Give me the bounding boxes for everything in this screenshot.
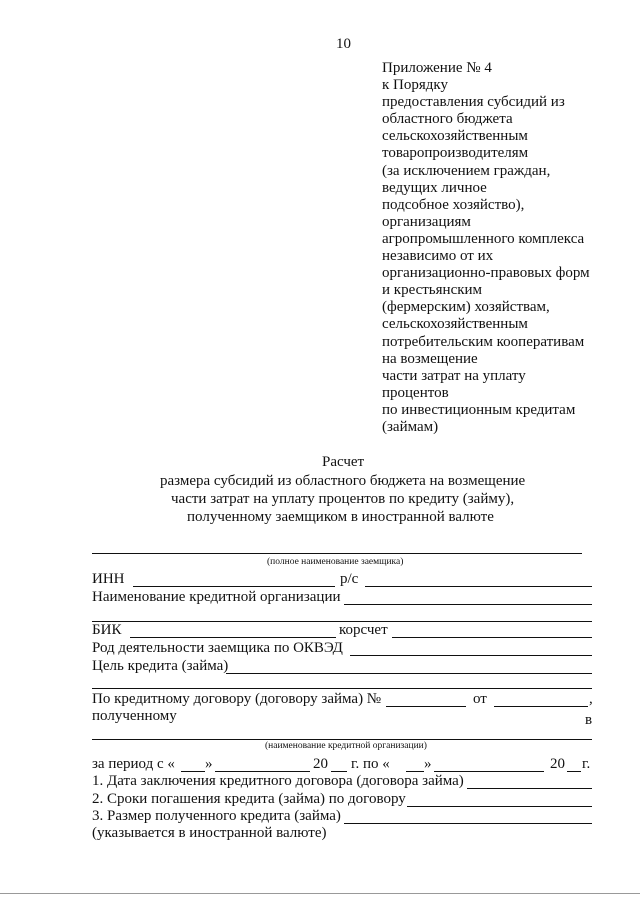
appendix-line: подсобное хозяйство), bbox=[382, 196, 525, 213]
period-from-day-field[interactable] bbox=[181, 771, 205, 772]
item-1-label: 1. Дата заключения кредитного договора (договора займа) bbox=[92, 773, 464, 789]
item-2-label: 2. Сроки погашения кредита (займа) по договору bbox=[92, 791, 406, 807]
appendix-line: товаропроизводителям bbox=[382, 145, 529, 162]
bank-name-field[interactable] bbox=[92, 739, 592, 740]
period-to-month-field[interactable] bbox=[434, 771, 544, 772]
appendix-line: и крестьянским bbox=[382, 282, 483, 299]
purpose-label: Цель кредита (займа) bbox=[92, 658, 229, 674]
page-number: 10 bbox=[336, 36, 351, 52]
account-label: р/с bbox=[340, 571, 359, 587]
appendix-line: организационно-правовых форм bbox=[382, 265, 590, 282]
period-from-year-field[interactable] bbox=[331, 771, 347, 772]
inn-field[interactable] bbox=[133, 586, 335, 587]
period-to-label: г. по « bbox=[351, 756, 390, 772]
contract-date-field[interactable] bbox=[494, 706, 588, 707]
bik-field[interactable] bbox=[130, 637, 336, 638]
appendix-line: процентов bbox=[382, 384, 449, 401]
appendix-line: Приложение № 4 bbox=[382, 60, 492, 76]
okved-field[interactable] bbox=[350, 655, 592, 656]
appendix-line: сельскохозяйственным bbox=[382, 316, 528, 333]
period-from-month-field[interactable] bbox=[215, 771, 310, 772]
period-from-label: за период с « bbox=[92, 756, 175, 772]
period-quote-1: » bbox=[205, 756, 213, 772]
borrower-name-caption: (полное наименование заемщика) bbox=[267, 557, 404, 567]
appendix-line: (фермерским) хозяйствам, bbox=[382, 299, 550, 316]
purpose-field[interactable] bbox=[226, 673, 592, 674]
appendix-line: (займам) bbox=[382, 418, 439, 435]
account-field[interactable] bbox=[365, 586, 592, 587]
title-line-3: полученному заемщиком в иностранной валюте bbox=[187, 509, 494, 525]
purpose-field-2[interactable] bbox=[92, 688, 592, 689]
appendix-line: ведущих личное bbox=[382, 179, 487, 196]
contract-comma: , bbox=[589, 691, 593, 707]
title-heading: Расчет bbox=[322, 454, 365, 470]
appendix-line: части затрат на уплату bbox=[382, 367, 526, 384]
item-2-field[interactable] bbox=[407, 806, 592, 807]
period-quote-2: » bbox=[424, 756, 432, 772]
appendix-line: на возмещение bbox=[382, 350, 478, 367]
title-line-2: части затрат на уплату процентов по кредиту (займу), bbox=[171, 491, 515, 507]
appendix-header bbox=[382, 60, 590, 436]
item-1-field[interactable] bbox=[467, 788, 592, 789]
bank-name-caption: (наименование кредитной организации) bbox=[265, 741, 427, 751]
period-year-prefix-2: 20 bbox=[550, 756, 565, 772]
received-in-label: в bbox=[585, 712, 593, 728]
appendix-line: сельскохозяйственным bbox=[382, 128, 528, 145]
corr-account-label: корсчет bbox=[339, 622, 388, 638]
okved-label: Род деятельности заемщика по ОКВЭД bbox=[92, 640, 343, 656]
title-line-1: размера субсидий из областного бюджета на возмещение bbox=[160, 473, 526, 489]
inn-label: ИНН bbox=[92, 571, 125, 587]
credit-org-label: Наименование кредитной организации bbox=[92, 589, 341, 605]
appendix-line: областного бюджета bbox=[382, 111, 513, 128]
item-3-label: 3. Размер полученного кредита (займа) bbox=[92, 808, 341, 824]
period-year-suffix-2: г. bbox=[582, 756, 591, 772]
received-label: полученному bbox=[92, 708, 177, 724]
period-to-year-field[interactable] bbox=[567, 771, 581, 772]
bik-label: БИК bbox=[92, 622, 122, 638]
item-3-note: (указывается в иностранной валюте) bbox=[92, 825, 327, 841]
credit-org-field[interactable] bbox=[344, 604, 592, 605]
appendix-line: организациям bbox=[382, 213, 471, 230]
appendix-line: (за исключением граждан, bbox=[382, 162, 551, 179]
corr-account-field[interactable] bbox=[392, 637, 592, 638]
contract-number-field[interactable] bbox=[386, 706, 466, 707]
period-year-prefix-1: 20 bbox=[313, 756, 328, 772]
appendix-line: независимо от их bbox=[382, 248, 494, 265]
appendix-line: к Порядку bbox=[382, 77, 448, 94]
appendix-line: агропромышленного комплекса bbox=[382, 230, 585, 247]
appendix-line: по инвестиционным кредитам bbox=[382, 401, 576, 418]
item-3-field[interactable] bbox=[344, 823, 592, 824]
contract-from-label: от bbox=[473, 691, 487, 707]
contract-label: По кредитному договору (договору займа) № bbox=[92, 691, 382, 707]
borrower-name-field[interactable] bbox=[92, 553, 582, 554]
appendix-line: потребительским кооперативам bbox=[382, 333, 585, 350]
scan-edge-line bbox=[0, 893, 640, 894]
appendix-line: предоставления субсидий из bbox=[382, 94, 565, 111]
period-to-day-field[interactable] bbox=[406, 771, 424, 772]
